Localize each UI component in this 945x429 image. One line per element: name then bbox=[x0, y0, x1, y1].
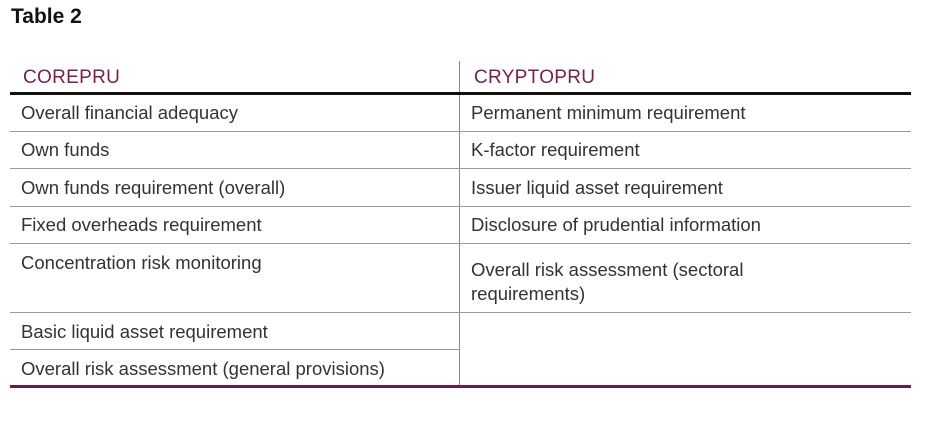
table-cell-corepru: Own funds bbox=[21, 139, 110, 160]
table-cell-corepru: Concentration risk monitoring bbox=[21, 252, 262, 273]
bottom-rule bbox=[10, 385, 911, 388]
row-divider bbox=[10, 243, 911, 244]
table-cell-cryptopru: K-factor requirement bbox=[471, 139, 640, 160]
row-divider bbox=[10, 206, 911, 207]
table-cell-corepru: Overall financial adequacy bbox=[21, 102, 238, 123]
table-cell-corepru: Fixed overheads requirement bbox=[21, 214, 262, 235]
table-cell-cryptopru: Overall risk assessment (sectoral requirements) bbox=[471, 259, 744, 304]
table-cell-corepru: Basic liquid asset requirement bbox=[21, 321, 268, 342]
column-header-cryptopru: CRYPTOPRU bbox=[474, 67, 596, 88]
table-cell-cryptopru: Issuer liquid asset requirement bbox=[471, 177, 723, 198]
column-header-corepru: COREPRU bbox=[23, 67, 121, 88]
table-title: Table 2 bbox=[11, 5, 82, 28]
table-cell-corepru: Own funds requirement (overall) bbox=[21, 177, 286, 198]
row-divider bbox=[10, 312, 911, 313]
column-divider bbox=[459, 61, 460, 388]
table-cell-cryptopru: Permanent minimum requirement bbox=[471, 102, 746, 123]
header-rule bbox=[10, 92, 911, 95]
row-divider bbox=[10, 168, 911, 169]
row-divider-left bbox=[10, 349, 459, 350]
table-cell-cryptopru: Disclosure of prudential information bbox=[471, 214, 761, 235]
table-cell-corepru: Overall risk assessment (general provisions) bbox=[21, 358, 385, 379]
row-divider bbox=[10, 131, 911, 132]
